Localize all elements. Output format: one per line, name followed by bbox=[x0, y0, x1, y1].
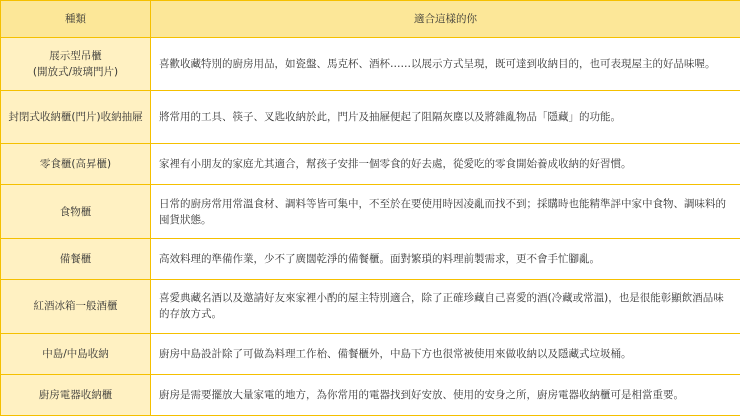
table-row bbox=[1, 374, 740, 415]
table-header-row bbox=[1, 1, 740, 38]
row-type-cell bbox=[1, 279, 151, 333]
row-description: 將常用的工具、筷子、叉匙收納於此，門片及抽屜便起了阻隔灰塵以及將雜亂物品「隱藏」的功能。 bbox=[151, 90, 740, 144]
row-type-label: 食物櫃 bbox=[59, 205, 92, 218]
row-type-label: 展示型吊櫃 bbox=[49, 49, 102, 62]
row-type-label: 零食櫃(高昇櫃) bbox=[39, 158, 112, 171]
table-row bbox=[1, 333, 740, 374]
row-type-cell bbox=[1, 374, 151, 415]
row-type-cell bbox=[1, 238, 151, 279]
row-type-label: 封閉式收納櫃(門片)收納抽屜 bbox=[8, 110, 143, 123]
table-row bbox=[1, 279, 740, 333]
row-type-cell bbox=[1, 185, 151, 239]
header-type: 種類 bbox=[1, 1, 151, 38]
row-description: 家裡有小朋友的家庭尤其適合，幫孩子安排一個零食的好去處，從愛吃的零食開始養成收納的好習慣。 bbox=[151, 144, 740, 185]
row-type-cell bbox=[1, 38, 151, 91]
row-type-label: 中島/中島收納 bbox=[42, 347, 109, 360]
row-description: 高效料理的準備作業，少不了廣闊乾淨的備餐櫃。面對繁瑣的料理前製需求，更不會手忙腳亂。 bbox=[151, 238, 740, 279]
row-type-cell bbox=[1, 90, 151, 144]
table-row bbox=[1, 38, 740, 91]
header-suitable: 適合這樣的你 bbox=[151, 1, 740, 38]
row-type-cell bbox=[1, 144, 151, 185]
table-row bbox=[1, 238, 740, 279]
row-description: 廚房中島設計除了可做為料理工作枱、備餐櫃外，中島下方也很常被使用來做收納以及隱藏式垃圾桶。 bbox=[151, 333, 740, 374]
row-description: 廚房是需要擺放大量家電的地方，為你常用的電器找到好安放、使用的安身之所，廚房電器收納櫃可是相當重要。 bbox=[151, 374, 740, 415]
row-type-label: 廚房電器收納櫃 bbox=[38, 388, 113, 401]
row-description: 喜歡收藏特別的廚房用品，如瓷盤、馬克杯、酒杯……以展示方式呈現，既可達到收納目的，也可表現屋主的好品味喔。 bbox=[151, 38, 740, 91]
row-description: 喜愛典藏名酒以及邀請好友來家裡小酌的屋主特別適合，除了正確珍藏自己喜愛的酒(冷藏或常溫)，也是很能彰顯飲酒品味的存放方式。 bbox=[151, 279, 740, 333]
row-description: 日常的廚房常用常溫食材、調料等皆可集中，不至於在要使用時因凌亂而找不到；採購時也能精準評中家中食物、調味料的囤貨狀態。 bbox=[151, 185, 740, 239]
row-type-sublabel: (開放式/玻璃門片) bbox=[32, 65, 119, 78]
table-row bbox=[1, 90, 740, 144]
table-row bbox=[1, 185, 740, 239]
table-row bbox=[1, 144, 740, 185]
row-type-label: 紅酒冰箱一般酒櫃 bbox=[33, 300, 118, 313]
row-type-label: 備餐櫃 bbox=[59, 252, 92, 265]
row-type-cell bbox=[1, 333, 151, 374]
